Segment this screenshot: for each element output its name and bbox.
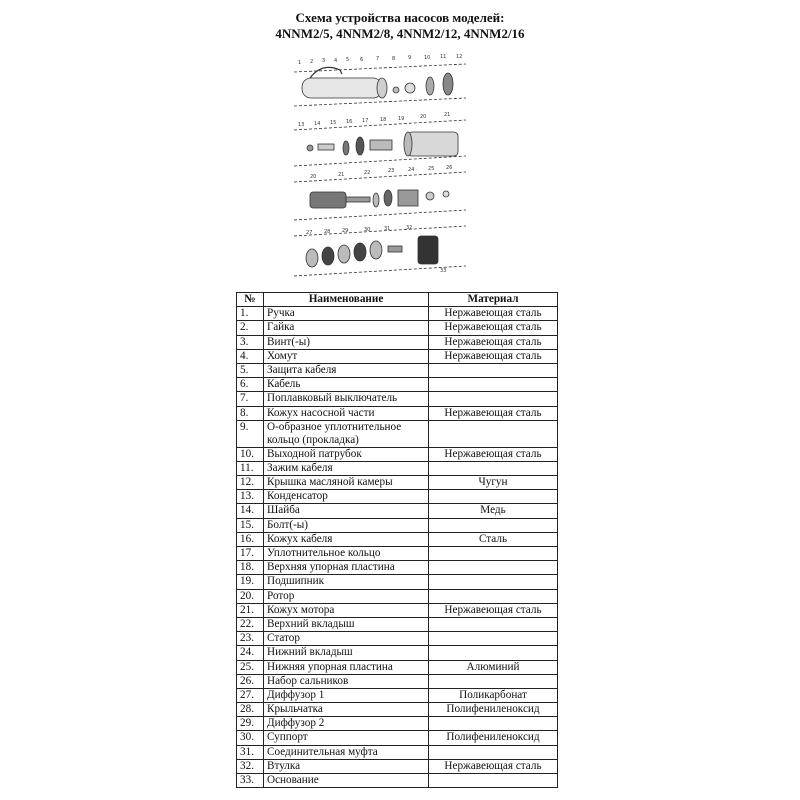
table-row (237, 532, 558, 546)
table-row (237, 349, 558, 363)
table-row (237, 547, 558, 561)
cell-num: 15. (237, 518, 264, 532)
svg-text:25: 25 (428, 166, 435, 172)
table-row (237, 759, 558, 773)
svg-text:19: 19 (398, 116, 405, 122)
cell-num: 11. (237, 461, 264, 475)
table-row (237, 335, 558, 349)
cell-material: Чугун (429, 476, 558, 490)
cell-num: 30. (237, 731, 264, 745)
svg-text:28: 28 (324, 229, 331, 235)
table-row (237, 490, 558, 504)
svg-text:27: 27 (306, 230, 313, 236)
table-row (237, 461, 558, 475)
cell-num: 25. (237, 660, 264, 674)
cell-num: 31. (237, 745, 264, 759)
document-title (0, 10, 800, 42)
cell-num: 8. (237, 406, 264, 420)
table-row (237, 561, 558, 575)
svg-text:16: 16 (346, 119, 353, 125)
cell-material: Нержавеющая сталь (429, 603, 558, 617)
table-row (237, 646, 558, 660)
cell-num: 27. (237, 688, 264, 702)
cell-name: Шайба (264, 504, 429, 518)
cell-num: 23. (237, 632, 264, 646)
cell-name: Основание (264, 774, 429, 788)
cell-material: Сталь (429, 532, 558, 546)
cell-name: Болт(-ы) (264, 518, 429, 532)
cell-num: 14. (237, 504, 264, 518)
cell-material: Полифениленоксид (429, 731, 558, 745)
table-row (237, 406, 558, 420)
table-row (237, 688, 558, 702)
parts-table-body (237, 307, 558, 788)
cell-num: 33. (237, 774, 264, 788)
exploded-pump-diagram-icon (280, 50, 480, 282)
cell-name: Нижняя упорная пластина (264, 660, 429, 674)
svg-text:2: 2 (310, 59, 314, 65)
cell-name: Диффузор 1 (264, 688, 429, 702)
cell-material: Нержавеющая сталь (429, 349, 558, 363)
svg-text:15: 15 (330, 120, 337, 126)
cell-material (429, 490, 558, 504)
cell-name: Набор сальников (264, 674, 429, 688)
cell-material (429, 617, 558, 631)
parts-table (236, 292, 558, 788)
cell-material (429, 774, 558, 788)
table-row (237, 307, 558, 321)
table-row (237, 420, 558, 447)
svg-text:30: 30 (364, 227, 371, 233)
cell-name: Крышка масляной камеры (264, 476, 429, 490)
header-num: № (237, 293, 264, 307)
table-row (237, 632, 558, 646)
cell-num: 10. (237, 447, 264, 461)
cell-name: Зажим кабеля (264, 461, 429, 475)
svg-text:4: 4 (334, 58, 338, 64)
cell-material: Поликарбонат (429, 688, 558, 702)
cell-num: 16. (237, 532, 264, 546)
cell-num: 20. (237, 589, 264, 603)
cell-material: Нержавеющая сталь (429, 759, 558, 773)
svg-text:18: 18 (380, 117, 387, 123)
cell-name: Уплотнительное кольцо (264, 547, 429, 561)
cell-name: Кожух кабеля (264, 532, 429, 546)
cell-material (429, 646, 558, 660)
table-row (237, 575, 558, 589)
impeller-shape (354, 243, 366, 261)
cell-name: Кабель (264, 378, 429, 392)
table-row (237, 392, 558, 406)
cell-name: Ручка (264, 307, 429, 321)
cell-name: Крыльчатка (264, 703, 429, 717)
table-row (237, 617, 558, 631)
cell-num: 28. (237, 703, 264, 717)
svg-text:32: 32 (406, 225, 413, 231)
table-row (237, 774, 558, 788)
svg-text:13: 13 (298, 122, 305, 128)
svg-text:20: 20 (310, 174, 317, 180)
svg-text:9: 9 (408, 55, 412, 61)
cell-name: Кожух насосной части (264, 406, 429, 420)
cell-name: Кожух мотора (264, 603, 429, 617)
table-row (237, 447, 558, 461)
cell-material (429, 461, 558, 475)
cell-material: Нержавеющая сталь (429, 321, 558, 335)
cell-material (429, 717, 558, 731)
svg-text:12: 12 (456, 54, 463, 60)
svg-text:14: 14 (314, 121, 321, 127)
svg-text:31: 31 (384, 226, 391, 232)
cell-material (429, 547, 558, 561)
svg-text:26: 26 (446, 165, 453, 171)
table-header-row (237, 293, 558, 307)
svg-text:24: 24 (408, 167, 415, 173)
title-line-1: Схема устройства насосов моделей: (295, 10, 505, 25)
cell-num: 32. (237, 759, 264, 773)
svg-text:8: 8 (392, 56, 396, 62)
cell-name: Защита кабеля (264, 363, 429, 377)
cell-material (429, 363, 558, 377)
table-row (237, 674, 558, 688)
cell-material: Нержавеющая сталь (429, 447, 558, 461)
cell-num: 24. (237, 646, 264, 660)
cell-num: 4. (237, 349, 264, 363)
table-row (237, 717, 558, 731)
float-switch-shape (310, 67, 342, 78)
cell-name: Конденсатор (264, 490, 429, 504)
cell-material (429, 632, 558, 646)
svg-text:7: 7 (376, 56, 380, 62)
pump-base-shape (418, 236, 438, 264)
table-row (237, 476, 558, 490)
title-line-2: 4NNM2/5, 4NNM2/8, 4NNM2/12, 4NNM2/16 (275, 26, 525, 41)
cell-num: 7. (237, 392, 264, 406)
cell-material: Полифениленоксид (429, 703, 558, 717)
cell-num: 2. (237, 321, 264, 335)
table-row (237, 378, 558, 392)
cell-num: 6. (237, 378, 264, 392)
svg-text:6: 6 (360, 57, 364, 63)
svg-text:11: 11 (440, 54, 447, 60)
cell-name: Гайка (264, 321, 429, 335)
motor-housing-shape (408, 132, 458, 156)
cell-num: 17. (237, 547, 264, 561)
cell-name: Ротор (264, 589, 429, 603)
cell-num: 29. (237, 717, 264, 731)
cell-name: Поплавковый выключатель (264, 392, 429, 406)
cell-material (429, 420, 558, 447)
pump-casing-shape (302, 78, 382, 98)
svg-text:33: 33 (440, 268, 447, 274)
diffuser-shape (306, 249, 318, 267)
cell-material: Нержавеющая сталь (429, 335, 558, 349)
svg-text:17: 17 (362, 118, 369, 124)
svg-text:20: 20 (420, 114, 427, 120)
cell-num: 22. (237, 617, 264, 631)
table-row (237, 731, 558, 745)
rotor-shape (310, 192, 346, 208)
casing-end-shape (377, 78, 387, 98)
svg-text:21: 21 (444, 112, 451, 118)
cell-num: 13. (237, 490, 264, 504)
cell-material: Нержавеющая сталь (429, 406, 558, 420)
cell-name: Диффузор 2 (264, 717, 429, 731)
cell-num: 9. (237, 420, 264, 447)
cell-name: О-образное уплотнительное кольцо (прокладка) (264, 420, 429, 447)
cell-num: 5. (237, 363, 264, 377)
cell-material (429, 575, 558, 589)
header-material: Материал (429, 293, 558, 307)
cell-material (429, 745, 558, 759)
cell-material: Медь (429, 504, 558, 518)
stator-shape (398, 190, 418, 206)
cell-material (429, 392, 558, 406)
cell-num: 3. (237, 335, 264, 349)
table-row (237, 703, 558, 717)
svg-text:21: 21 (338, 172, 345, 178)
svg-text:23: 23 (388, 168, 395, 174)
table-row (237, 363, 558, 377)
cell-name: Верхняя упорная пластина (264, 561, 429, 575)
header-name: Наименование (264, 293, 429, 307)
cell-name: Втулка (264, 759, 429, 773)
cell-num: 18. (237, 561, 264, 575)
cell-name: Хомут (264, 349, 429, 363)
cell-name: Статор (264, 632, 429, 646)
cell-name: Соединительная муфта (264, 745, 429, 759)
cell-material (429, 378, 558, 392)
svg-text:5: 5 (346, 57, 350, 63)
cell-name: Верхний вкладыш (264, 617, 429, 631)
table-row (237, 518, 558, 532)
cell-material: Нержавеющая сталь (429, 307, 558, 321)
cell-name: Нижний вкладыш (264, 646, 429, 660)
table-row (237, 660, 558, 674)
cell-num: 19. (237, 575, 264, 589)
table-row (237, 745, 558, 759)
svg-text:3: 3 (322, 58, 326, 64)
cell-num: 1. (237, 307, 264, 321)
cell-num: 21. (237, 603, 264, 617)
cell-num: 26. (237, 674, 264, 688)
cell-material: Алюминий (429, 660, 558, 674)
cell-material (429, 589, 558, 603)
table-row (237, 589, 558, 603)
cell-material (429, 674, 558, 688)
table-row (237, 504, 558, 518)
table-row (237, 321, 558, 335)
cell-material (429, 518, 558, 532)
cell-name: Суппорт (264, 731, 429, 745)
cell-num: 12. (237, 476, 264, 490)
svg-text:1: 1 (298, 60, 302, 66)
cell-name: Выходной патрубок (264, 447, 429, 461)
cell-name: Подшипник (264, 575, 429, 589)
svg-text:29: 29 (342, 228, 349, 234)
cell-material (429, 561, 558, 575)
table-row (237, 603, 558, 617)
svg-text:10: 10 (424, 55, 431, 61)
cell-name: Винт(-ы) (264, 335, 429, 349)
svg-text:22: 22 (364, 170, 371, 176)
